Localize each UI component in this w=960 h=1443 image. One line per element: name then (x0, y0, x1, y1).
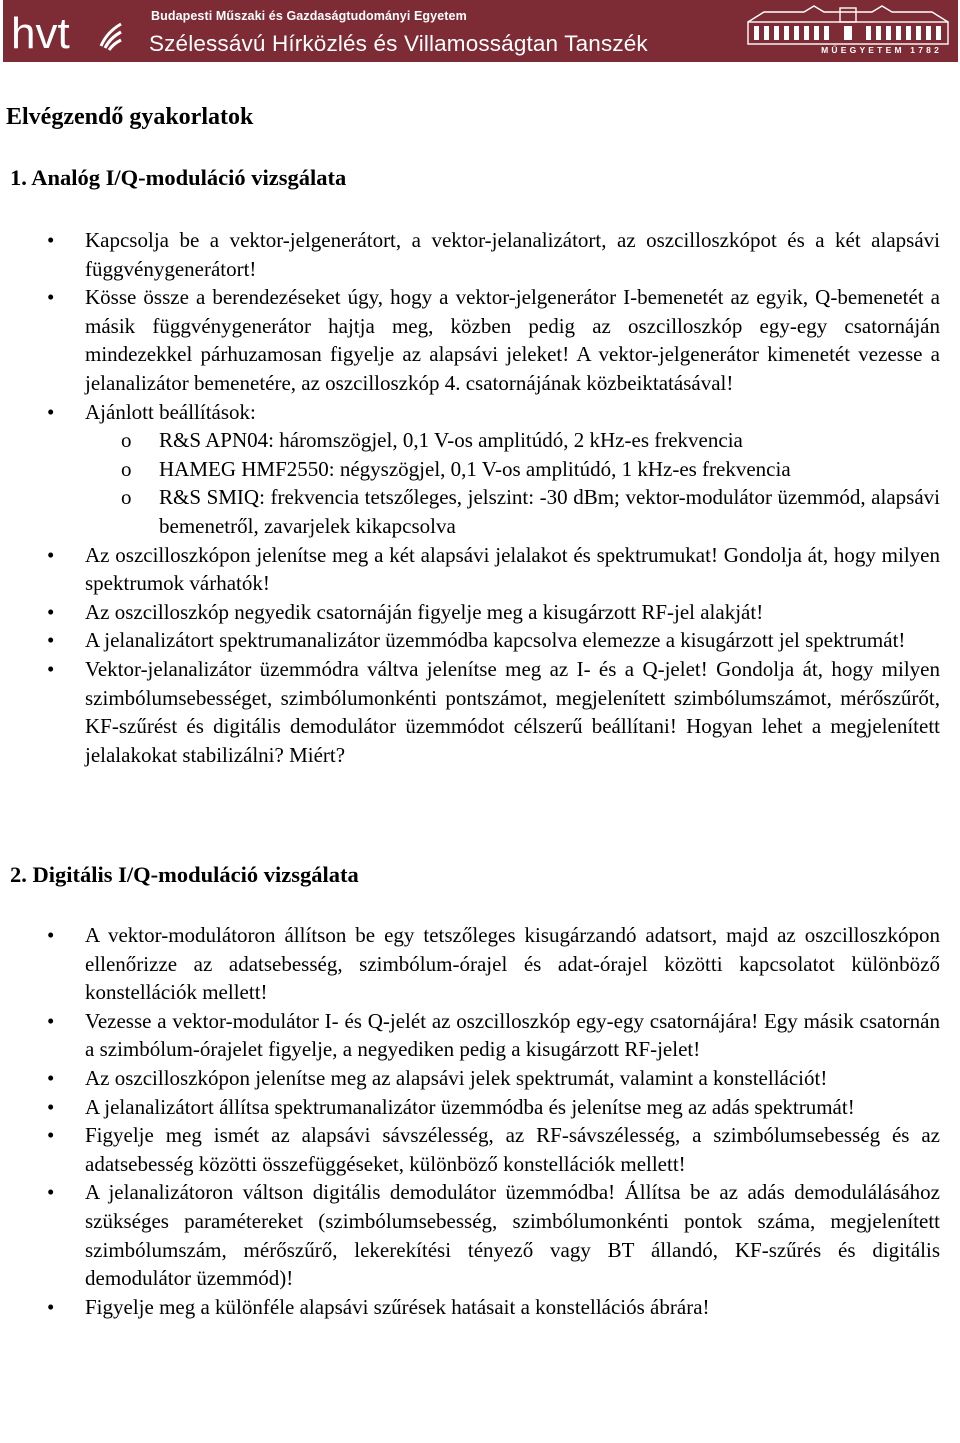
section1-list (0, 226, 960, 769)
section-heading-analog: 1. Analóg I/Q-moduláció vizsgálata (10, 165, 347, 190)
sub-list-item: o HAMEG HMF2550: négyszögjel, 0,1 V-os amplitúdó, 1 kHz-es frekvencia (85, 455, 940, 484)
list-item: • A jelanalizátort spektrumanalizátor üzemmódba kapcsolva elemezze a kisugárzott jel spektrumát! (0, 626, 940, 655)
institution-name: Budapesti Műszaki és Gazdaságtudományi Egyetem (151, 9, 467, 23)
university-mark: MŰEGYETEM 1782 (821, 45, 942, 55)
sub-list-item: o R&S APN04: háromszögjel, 0,1 V-os amplitúdó, 2 kHz-es frekvencia (85, 426, 940, 455)
list-item: • A jelanalizátort állítsa spektrumanalizátor üzemmódba és jelenítse meg az adás spektrumát! (0, 1093, 940, 1122)
section2-list (0, 921, 960, 1321)
list-item (0, 398, 940, 541)
list-item: • Kapcsolja be a vektor-jelgenerátort, a vektor-jelanalizátort, az oszcilloszkópot és a két alapsávi függvénygenerátort! (0, 226, 940, 283)
hvt-logo (9, 8, 129, 56)
hvt-logo-text: hvt (11, 9, 70, 56)
list-item: • Az oszcilloszkóp negyedik csatornáján figyelje meg a kisugárzott RF-jel alakját! (0, 598, 940, 627)
list-item: • Az oszcilloszkópon jelenítse meg a két alapsávi jelalakot és spektrumukat! Gondolja át, hogy milyen spektrumok várhatók! (0, 541, 940, 598)
list-item: • Vezesse a vektor-modulátor I- és Q-jelét az oszcilloszkóp egy-egy csatornájára! Egy másik csatornán a szimbólum-órajelet figyelje, a negyediken pedig a kisugárzott RF-jelet! (0, 1007, 940, 1064)
header-banner (3, 0, 958, 62)
settings-sublist (85, 426, 940, 540)
list-item: • A vektor-modulátoron állítson be egy tetszőleges kisugárzandó adatsort, majd az oszcilloszkópon ellenőrizze az adatsebesség, szimbólum-órajel és adat-órajel közötti kapcsolatot különböző konstellációk mellett! (0, 921, 940, 1007)
list-item: • Figyelje meg a különféle alapsávi szűrések hatásait a konstellációs ábrára! (0, 1293, 940, 1322)
list-item: • A jelanalizátoron váltson digitális demodulátor üzemmódba! Állítsa be az adás demodulálásához szükséges paramétereket (szimbólumsebesség, szimbólumonkénti pontok száma, megjelenített szimbólumszám, mérőszűrő, lekerekítési tényező vagy BT állandó, KF-szűrés és digitális demodulátor üzemmód)! (0, 1178, 940, 1292)
list-item: • Figyelje meg ismét az alapsávi sávszélesség, az RF-sávszélesség, a szimbólumsebesség és az adatsebesség közötti összefüggéseket, különböző konstellációk mellett! (0, 1121, 940, 1178)
department-name: Szélessávú Hírközlés és Villamosságtan Tanszék (149, 31, 648, 56)
section-heading-digital: 2. Digitális I/Q-moduláció vizsgálata (10, 862, 359, 887)
list-item: • Az oszcilloszkópon jelenítse meg az alapsávi jelek spektrumát, valamint a konstellációt! (0, 1064, 940, 1093)
list-item-text: Ajánlott beállítások: (85, 399, 256, 424)
list-item: • Vektor-jelanalizátor üzemmódra váltva jelenítse meg az I- és a Q-jelet! Gondolja át, hogy milyen szimbólumsebességet, szimbólumonkénti pontszámot, megjelenített szimbólumszámot, mérőszűrőt, KF-szűrést és digitális demodulátor üzemmódot célszerű beállítani! Hogyan lehet a megjelenített jelalakokat stabilizálni? Miért? (0, 655, 940, 769)
sub-list-item: o R&S SMIQ: frekvencia tetszőleges, jelszint: -30 dBm; vektor-modulátor üzemmód, alapsávi bemenetről, zavarjelek kikapcsolva (85, 483, 940, 540)
page-title: Elvégzendő gyakorlatok (6, 104, 254, 130)
list-item: • Kösse össze a berendezéseket úgy, hogy a vektor-jelgenerátor I-bemenetét az egyik, Q-bemenetét a másik függvénygenerátor hajtja meg, közben pedig az oszcilloszkóp egy-egy csatornáján mindezekkel párhuzamosan figyelje az alapsávi jeleket! A vektor-jelgenerátor kimenetét vezesse a jelanalizátor bemenetére, az oszcilloszkóp 4. csatornájának közbeiktatásával! (0, 283, 940, 397)
